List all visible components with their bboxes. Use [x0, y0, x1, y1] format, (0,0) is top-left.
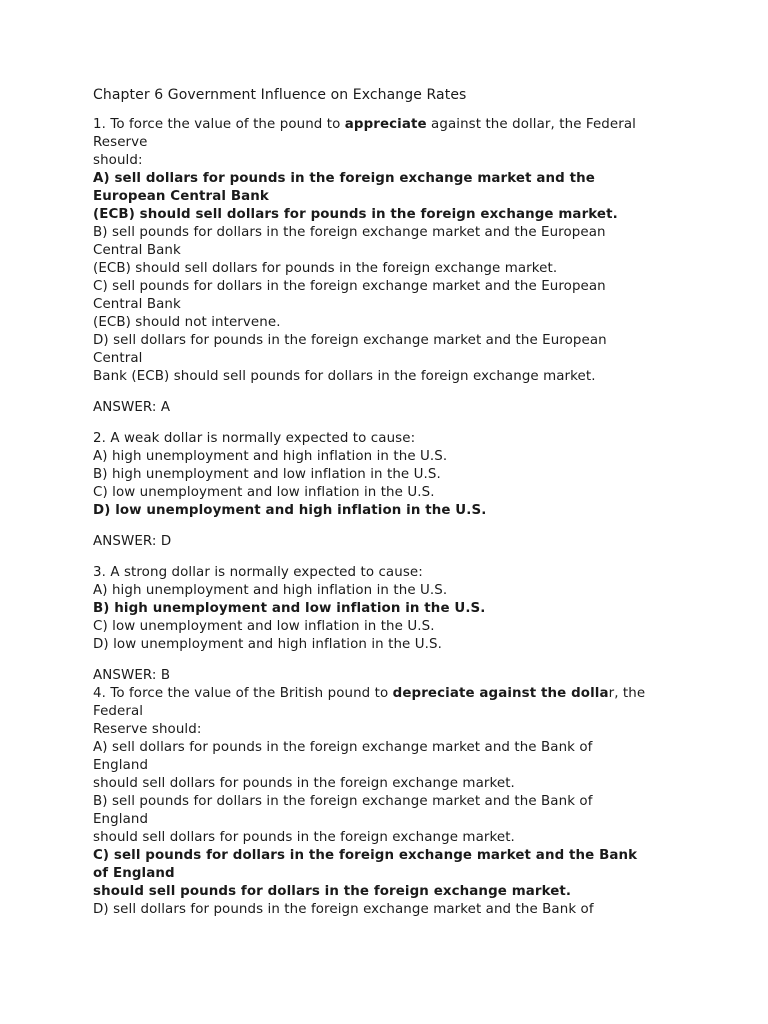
question-1-option-a-line-1: A) sell dollars for pounds in the foreign exchange market and the — [93, 171, 595, 186]
question-1-option-c-line-2: Central Bank — [93, 297, 181, 312]
question-4-option-b-line-2: England — [93, 812, 149, 827]
question-2-option-a: A) high unemployment and high inflation in the U.S. — [93, 449, 448, 464]
question-4-stem-emphasis: depreciate against the dolla — [392, 686, 609, 701]
question-1-option-b-line-3: (ECB) should sell dollars for pounds in the foreign exchange market. — [93, 261, 558, 276]
question-2 — [93, 430, 693, 551]
question-4-option-a-line-3: should sell dollars for pounds in the foreign exchange market. — [93, 776, 515, 791]
question-4-option-b-line-1: B) sell pounds for dollars in the foreign exchange market and the Bank of — [93, 794, 593, 809]
question-2-option-b: B) high unemployment and low inflation in the U.S. — [93, 467, 441, 482]
question-2-stem: 2. A weak dollar is normally expected to cause: — [93, 431, 416, 446]
question-3-stem: 3. A strong dollar is normally expected to cause: — [93, 565, 423, 580]
question-1-stem-emphasis: appreciate — [344, 117, 427, 132]
question-1-stem-line-1 — [93, 116, 693, 134]
question-4-stem-line-2: Federal — [93, 704, 144, 719]
question-1-stem-line-3: should: — [93, 153, 143, 168]
question-4-option-c-line-3: should sell pounds for dollars in the foreign exchange market. — [93, 884, 572, 899]
question-3-option-c: C) low unemployment and low inflation in the U.S. — [93, 619, 435, 634]
question-4-option-b-line-3: should sell dollars for pounds in the foreign exchange market. — [93, 830, 515, 845]
question-1-option-b-line-1: B) sell pounds for dollars in the foreign exchange market and the European — [93, 225, 606, 240]
question-2-answer: ANSWER: D — [93, 534, 172, 549]
chapter-title: Chapter 6 Government Influence on Exchange Rates — [93, 87, 467, 103]
question-4-option-c-line-1: C) sell pounds for dollars in the foreign exchange market and the Bank — [93, 848, 638, 863]
question-1-option-d-line-2: Central — [93, 351, 143, 366]
document-page — [93, 86, 693, 919]
question-1-option-b-line-2: Central Bank — [93, 243, 181, 258]
question-4-option-c-line-2: of England — [93, 866, 175, 881]
question-4-option-a-line-2: England — [93, 758, 149, 773]
question-1 — [93, 116, 693, 417]
question-2-option-d: D) low unemployment and high inflation in the U.S. — [93, 503, 487, 518]
question-2-option-c: C) low unemployment and low inflation in the U.S. — [93, 485, 435, 500]
question-1-option-c-line-3: (ECB) should not intervene. — [93, 315, 281, 330]
question-4-stem-pre: 4. To force the value of the British pound to — [93, 686, 393, 701]
question-4-option-d-line-1: D) sell dollars for pounds in the foreign exchange market and the Bank of — [93, 902, 594, 917]
question-1-option-d-line-3: Bank (ECB) should sell pounds for dollars in the foreign exchange market. — [93, 369, 596, 384]
question-1-stem-post: against the dollar, the Federal — [426, 117, 636, 132]
question-4-stem-post: r, the — [608, 686, 646, 701]
question-1-stem-pre: 1. To force the value of the pound to — [93, 117, 345, 132]
question-3-option-d: D) low unemployment and high inflation in the U.S. — [93, 637, 442, 652]
question-1-option-d-line-1: D) sell dollars for pounds in the foreign exchange market and the European — [93, 333, 607, 348]
question-4-stem-line-1 — [93, 685, 693, 703]
question-3 — [93, 564, 693, 685]
question-1-answer: ANSWER: A — [93, 400, 171, 415]
question-1-option-a-line-2: European Central Bank — [93, 189, 269, 204]
question-3-answer: ANSWER: B — [93, 668, 171, 683]
question-1-option-a-line-3: (ECB) should sell dollars for pounds in the foreign exchange market. — [93, 207, 618, 222]
question-1-option-c-line-1: C) sell pounds for dollars in the foreign exchange market and the European — [93, 279, 606, 294]
question-4-option-a-line-1: A) sell dollars for pounds in the foreign exchange market and the Bank of — [93, 740, 593, 755]
question-3-option-b: B) high unemployment and low inflation in the U.S. — [93, 601, 486, 616]
question-1-stem-line-2: Reserve — [93, 135, 148, 150]
question-4 — [93, 685, 693, 919]
question-3-option-a: A) high unemployment and high inflation in the U.S. — [93, 583, 448, 598]
question-4-stem-line-3: Reserve should: — [93, 722, 202, 737]
